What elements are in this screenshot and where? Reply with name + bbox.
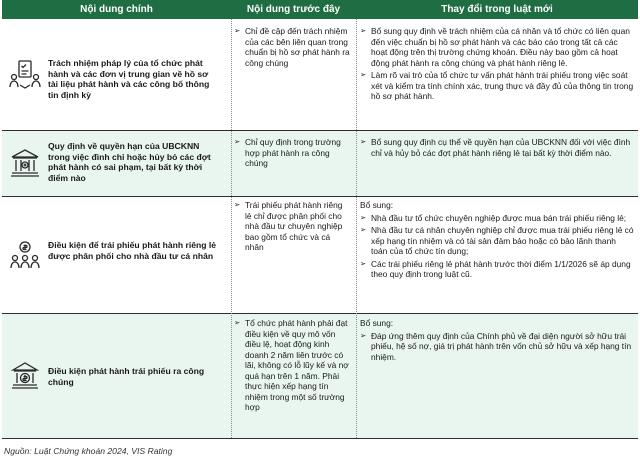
list-item: ➢ Bổ sung quy định về trách nhiệm của cá nhân và tổ chức có liên quan đến việc chuẩn bị hồ sơ phát hành và các báo cáo trong tất cả các hoạt động trên thị trường chứng khoán. Điều này bao gồm cả hoạt động phát hành ra công chúng và phát hành riêng lẻ.	[360, 26, 634, 68]
header-new-changes: Thay đổi trong luật mới	[356, 0, 638, 19]
list-item: ➢ Chỉ đề cập đến trách nhiệm của các bên liên quan trong chuẩn bị hồ sơ phát hành ra công chúng	[234, 26, 350, 68]
row-1-main-content: Trách nhiệm pháp lý của tổ chức phát hành và các đơn vị trung gian về hồ sơ tài liệu phát hành và các công bố thông tin định kỳ	[48, 58, 210, 100]
row-divider	[2, 196, 638, 197]
row-1-new	[360, 26, 634, 104]
list-item: ➢ Nhà đầu tư cá nhân chuyên nghiệp chỉ được mua trái phiếu riêng lẻ có xếp hạng tín nhiệm và có tài sản đảm bảo hoặc có bảo lãnh thanh toán của tổ chức tín dụng;	[360, 225, 634, 257]
document-checklist-people-icon	[8, 58, 42, 92]
row-divider	[2, 313, 638, 314]
additions-label: Bổ sung:	[360, 318, 394, 328]
additions-label: Bổ sung:	[360, 200, 394, 210]
regulation-table	[2, 0, 638, 438]
column-divider	[231, 19, 232, 438]
list-item: ➢ Đáp ứng thêm quy định của Chính phủ về đại diện người sở hữu trái phiếu, hệ số nợ, giá trị phát hành trên vốn chủ sở hữu và xếp hạng tín nhiệm.	[360, 331, 634, 363]
row-4-new	[360, 318, 634, 364]
list-item: ➢ Bổ sung quy định cụ thể về quyền hạn của UBCKNN đối với việc đình chỉ và hủy bỏ các đợt phát hành riêng lẻ tại bất kỳ thời điểm nào.	[360, 137, 634, 158]
list-item: ➢ Các trái phiếu riêng lẻ phát hành trước thời điểm 1/1/2026 sẽ áp dụng theo quy định trong luật cũ.	[360, 259, 634, 280]
list-item: ➢ Chỉ quy định trong trường hợp phát hành ra công chúng	[234, 137, 350, 169]
row-4-previous	[234, 318, 350, 415]
column-divider	[356, 19, 357, 438]
list-item: ➢ Nhà đầu tư tổ chức chuyên nghiệp được mua bán trái phiếu riêng lẻ;	[360, 213, 634, 224]
list-item: ➢ Tổ chức phát hành phải đạt điều kiện về quy mô vốn điều lệ, hoạt động kinh doanh 2 năm liên trước có lãi, không có lỗ lũy kế và nợ quá hạn trên 1 năm. Phải thực hiện xếp hạng tín nhiệm trong một số trường hợp	[234, 318, 350, 413]
row-3-main-content: Điều kiện để trái phiếu phát hành riêng lẻ được phân phối cho nhà đầu tư cá nhân	[48, 240, 217, 261]
row-3-new	[360, 200, 634, 282]
row-1-previous	[234, 26, 350, 70]
list-item: ➢ Trái phiếu phát hành riêng lẻ chỉ được phân phối cho nhà đầu tư chuyên nghiệp bao gồm tổ chức và cá nhân	[234, 200, 350, 253]
row-2-main-content: Quy định về quyền hạn của UBCKNN trong việc đình chỉ hoặc hủy bỏ các đợt phát hành có sai phạm, tại bất kỳ thời điểm nào	[48, 141, 211, 183]
row-4-main-content: Điều kiện phát hành trái phiếu ra công chúng	[48, 366, 205, 387]
row-2-new	[360, 137, 634, 160]
investor-group-icon	[8, 239, 42, 273]
list-item: ➢ Làm rõ vai trò của tổ chức tư vấn phát hành trái phiếu trong việc soát xét và kiểm tra tính chính xác, trung thực và đầy đủ của thông tin trong hồ sơ phát hành.	[360, 70, 634, 102]
source-note: Nguồn: Luật Chứng khoán 2024, VIS Rating	[4, 446, 173, 456]
header-main-content: Nội dung chính	[2, 0, 231, 19]
bank-coin-icon	[8, 358, 42, 392]
row-2-previous	[234, 137, 350, 171]
government-building-icon	[8, 146, 42, 180]
row-divider	[2, 130, 638, 131]
row-3-previous	[234, 200, 350, 255]
row-divider	[2, 438, 638, 439]
header-previous-content: Nội dung trước đây	[231, 0, 356, 19]
